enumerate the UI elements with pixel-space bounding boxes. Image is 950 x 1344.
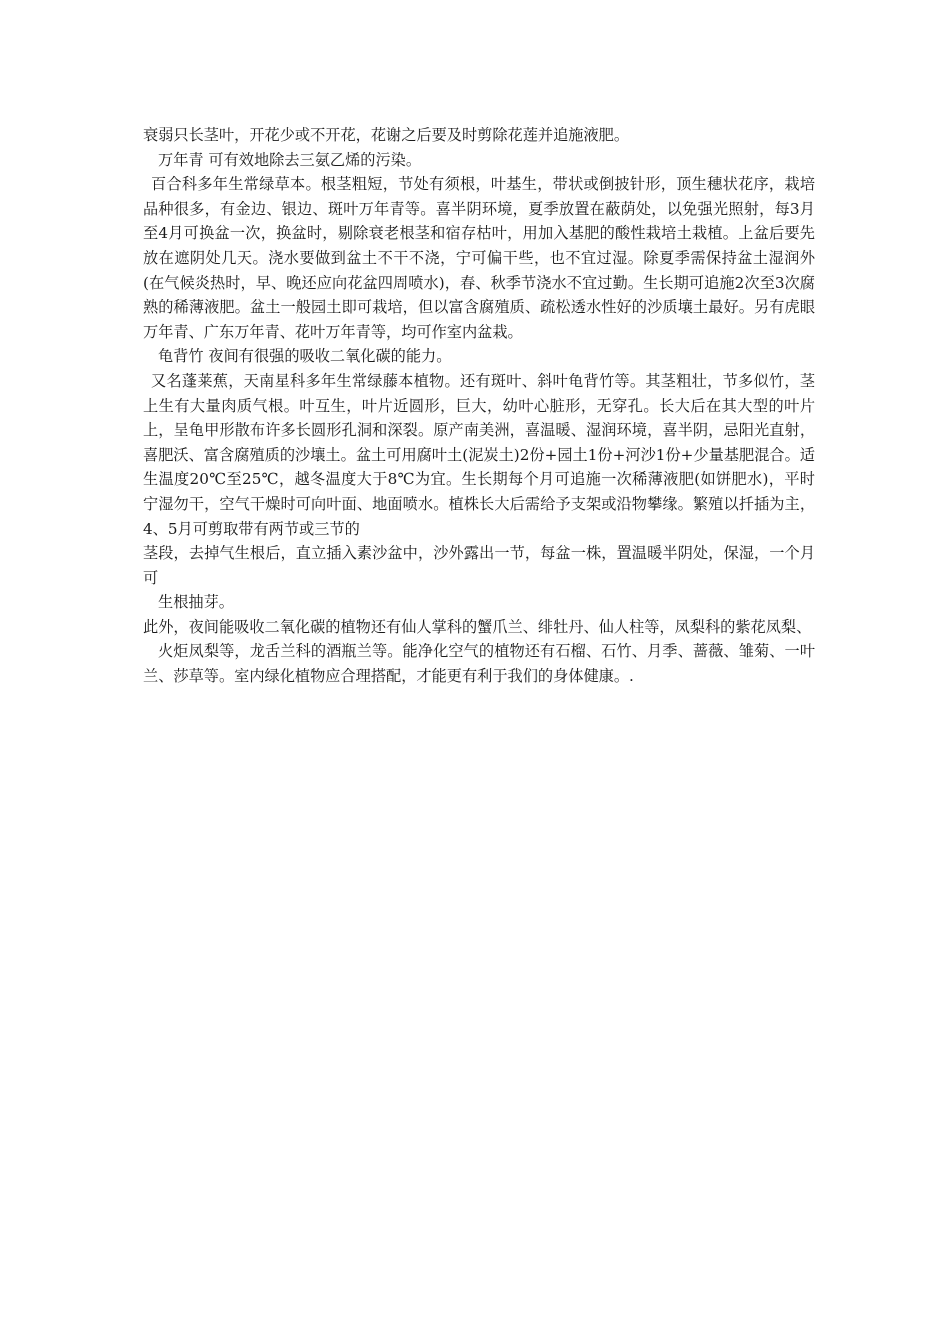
article-body [143,123,815,689]
paragraph-rooting: 生根抽芽。 [158,593,234,612]
paragraph-intro-tail: 衰弱只长茎叶，开花少或不开花，花谢之后要及时剪除花莲并追施液肥。 [143,126,629,144]
paragraph-guibeizhu-heading: 龟背竹 夜间有很强的吸收二氧化碳的能力。 [158,347,452,366]
paragraph-wannianqing-body: 百合科多年生常绿草本。根茎粗短，节处有须根，叶基生，带状或倒披针形，顶生穗状花序，栽培品种很多，有金边、银边、斑叶万年青等。喜半阴环境，夏季放置在蔽荫处，以免强光照射，每3月至4月可换盆一次，换盆时，剔除衰老根茎和宿存枯叶，用加入基肥的酸性栽培土栽植。上盆后要先放在遮阴处几天。浇水要做到盆土不干不浇，宁可偏干些，也不宜过湿。除夏季需保持盆土湿润外(在气候炎热时，早、晚还应向花盆四周喷水)，春、秋季节浇水不宜过勤。生长期可追施2次至3次腐熟的稀薄液肥。盆土一般园土即可栽培，但以富含腐殖质、疏松透水性好的沙质壤土最好。另有虎眼万年青、广东万年青、花叶万年青等，均可作室内盆栽。 [143,175,815,341]
paragraph-guibeizhu-body: 又名蓬莱蕉，天南星科多年生常绿藤本植物。还有斑叶、斜叶龟背竹等。其茎粗壮，节多似竹，茎上生有大量肉质气根。叶互生，叶片近圆形，巨大，幼叶心脏形，无穿孔。长大后在其大型的叶片上，呈龟甲形散布许多长圆形孔洞和深裂。原产南美洲，喜温暖、湿润环境，喜半阴，忌阳光直射，喜肥沃、富含腐殖质的沙壤土。盆土可用腐叶土(泥炭土)2份+园土1份+河沙1份+少量基肥混合。适生温度20℃至25℃，越冬温度大于8℃为宜。生长期每个月可追施一次稀薄液肥(如饼肥水)，平时宁湿勿干，空气干燥时可向叶面、地面喷水。植株长大后需给予支架或沿物攀缘。繁殖以扦插为主，4、5月可剪取带有两节或三节的 [143,371,815,538]
paragraph-conclusion: 火炬凤梨等，龙舌兰科的酒瓶兰等。能净化空气的植物还有石榴、石竹、月季、蔷薇、雏菊、一叶兰、莎草等。室内绿化植物应合理搭配，才能更有利于我们的身体健康。. [143,642,815,686]
paragraph-propagation: 茎段，去掉气生根后，直立插入素沙盆中，沙外露出一节，每盆一株，置温暖半阴处，保湿，一个月可 [143,544,815,587]
paragraph-wannianqing-heading: 万年青 可有效地除去三氨乙烯的污染。 [158,150,422,169]
paragraph-other-plants: 此外，夜间能吸收二氧化碳的植物还有仙人掌科的蟹爪兰、绯牡丹、仙人柱等，凤梨科的紫花凤梨、 [143,617,812,636]
